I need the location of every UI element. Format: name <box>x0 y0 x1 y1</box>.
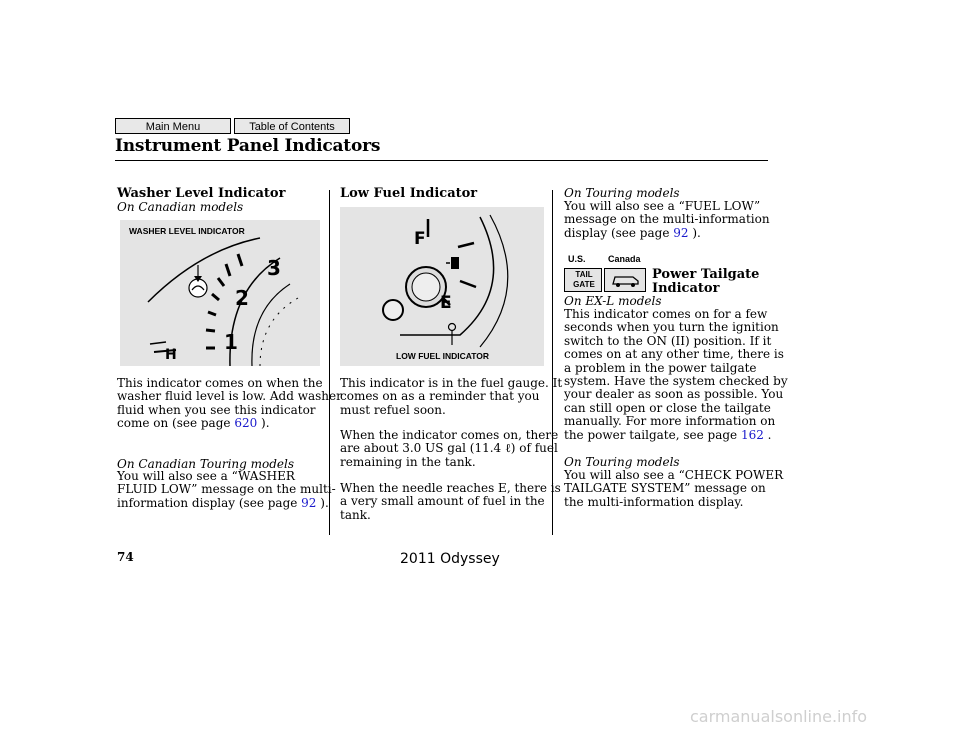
page-620-link[interactable]: 620 <box>234 416 258 431</box>
check-tailgate-paragraph: You will also see a “CHECK POWER TAILGATE SYSTEM” message on the multi-information display. <box>564 468 784 509</box>
tailgate-text-icon: TAIL GATE <box>564 268 602 292</box>
table-of-contents-button[interactable]: Table of Contents <box>234 118 350 134</box>
touring-subhead-2: On Touring models <box>564 455 680 469</box>
washer-paragraph-2: You will also see a “WASHER FLUID LOW” message on the multi- information display (see page 92 ). <box>117 469 336 510</box>
tailgate-heading: Power Tailgate Indicator <box>652 267 760 296</box>
fuel-paragraph-1: This indicator is in the fuel gauge. It comes on as a reminder that you must refuel soon. <box>340 376 563 417</box>
fuel-heading: Low Fuel Indicator <box>340 186 478 201</box>
fuel-letter-e: E <box>440 293 452 313</box>
fuel-gauge-drawing <box>340 207 544 366</box>
fuel-low-paragraph: You will also see a “FUEL LOW” message on the multi-information display (see page 92 ). <box>564 199 770 240</box>
badge-label-canada: Canada <box>608 254 641 264</box>
page-162-link[interactable]: 162 <box>740 427 764 442</box>
washer-gauge-drawing <box>120 220 320 366</box>
gauge-numeral-2: 2 <box>235 286 249 310</box>
fuel-figure-label: LOW FUEL INDICATOR <box>396 351 490 361</box>
page-title: Instrument Panel Indicators <box>115 136 381 156</box>
washer-subhead-touring: On Canadian Touring models <box>117 457 295 471</box>
badge-label-us: U.S. <box>568 254 586 264</box>
tailgate-symbol-icon <box>604 268 646 292</box>
gauge-numeral-3: 3 <box>267 256 281 280</box>
page-92-link-washer[interactable]: 92 <box>301 495 317 510</box>
washer-paragraph-1: This indicator comes on when the washer fluid level is low. Add washer fluid when you see this indicator come on (see page 620 ). <box>117 376 342 431</box>
watermark: carmanualsonline.info <box>690 707 868 726</box>
gauge-letter-h: H <box>165 347 177 363</box>
washer-subhead-models: On Canadian models <box>117 200 244 214</box>
touring-subhead-1: On Touring models <box>564 186 680 200</box>
main-menu-button[interactable]: Main Menu <box>115 118 231 134</box>
van-icon <box>605 269 645 291</box>
fuel-paragraph-3: When the needle reaches E, there is a very small amount of fuel in the tank. <box>340 481 561 522</box>
page-92-link-fuel[interactable]: 92 <box>673 225 689 240</box>
fuel-letter-f: F <box>414 229 426 249</box>
exl-subhead: On EX-L models <box>564 294 662 308</box>
gauge-numeral-1: 1 <box>224 330 238 354</box>
washer-figure-label: WASHER LEVEL INDICATOR <box>129 226 245 236</box>
washer-gauge-figure <box>120 220 320 366</box>
washer-heading: Washer Level Indicator <box>117 186 286 201</box>
fuel-gauge-figure <box>340 207 544 366</box>
title-divider <box>115 160 768 161</box>
footer-model: 2011 Odyssey <box>400 551 500 567</box>
page-number: 74 <box>117 550 134 564</box>
tailgate-paragraph: This indicator comes on for a few seconds when you turn the ignition switch to the ON (II) position. If it comes on at any other time, there is a problem in the power tailgate system. Have the system checked by your dealer as soon as possible. You can still open or close the tailgate manually. For more information on the power tailgate, see page 162 . <box>564 307 788 442</box>
fuel-paragraph-2: When the indicator comes on, there are about 3.0 US gal (11.4 ℓ) of fuel remaining in the tank. <box>340 428 559 469</box>
